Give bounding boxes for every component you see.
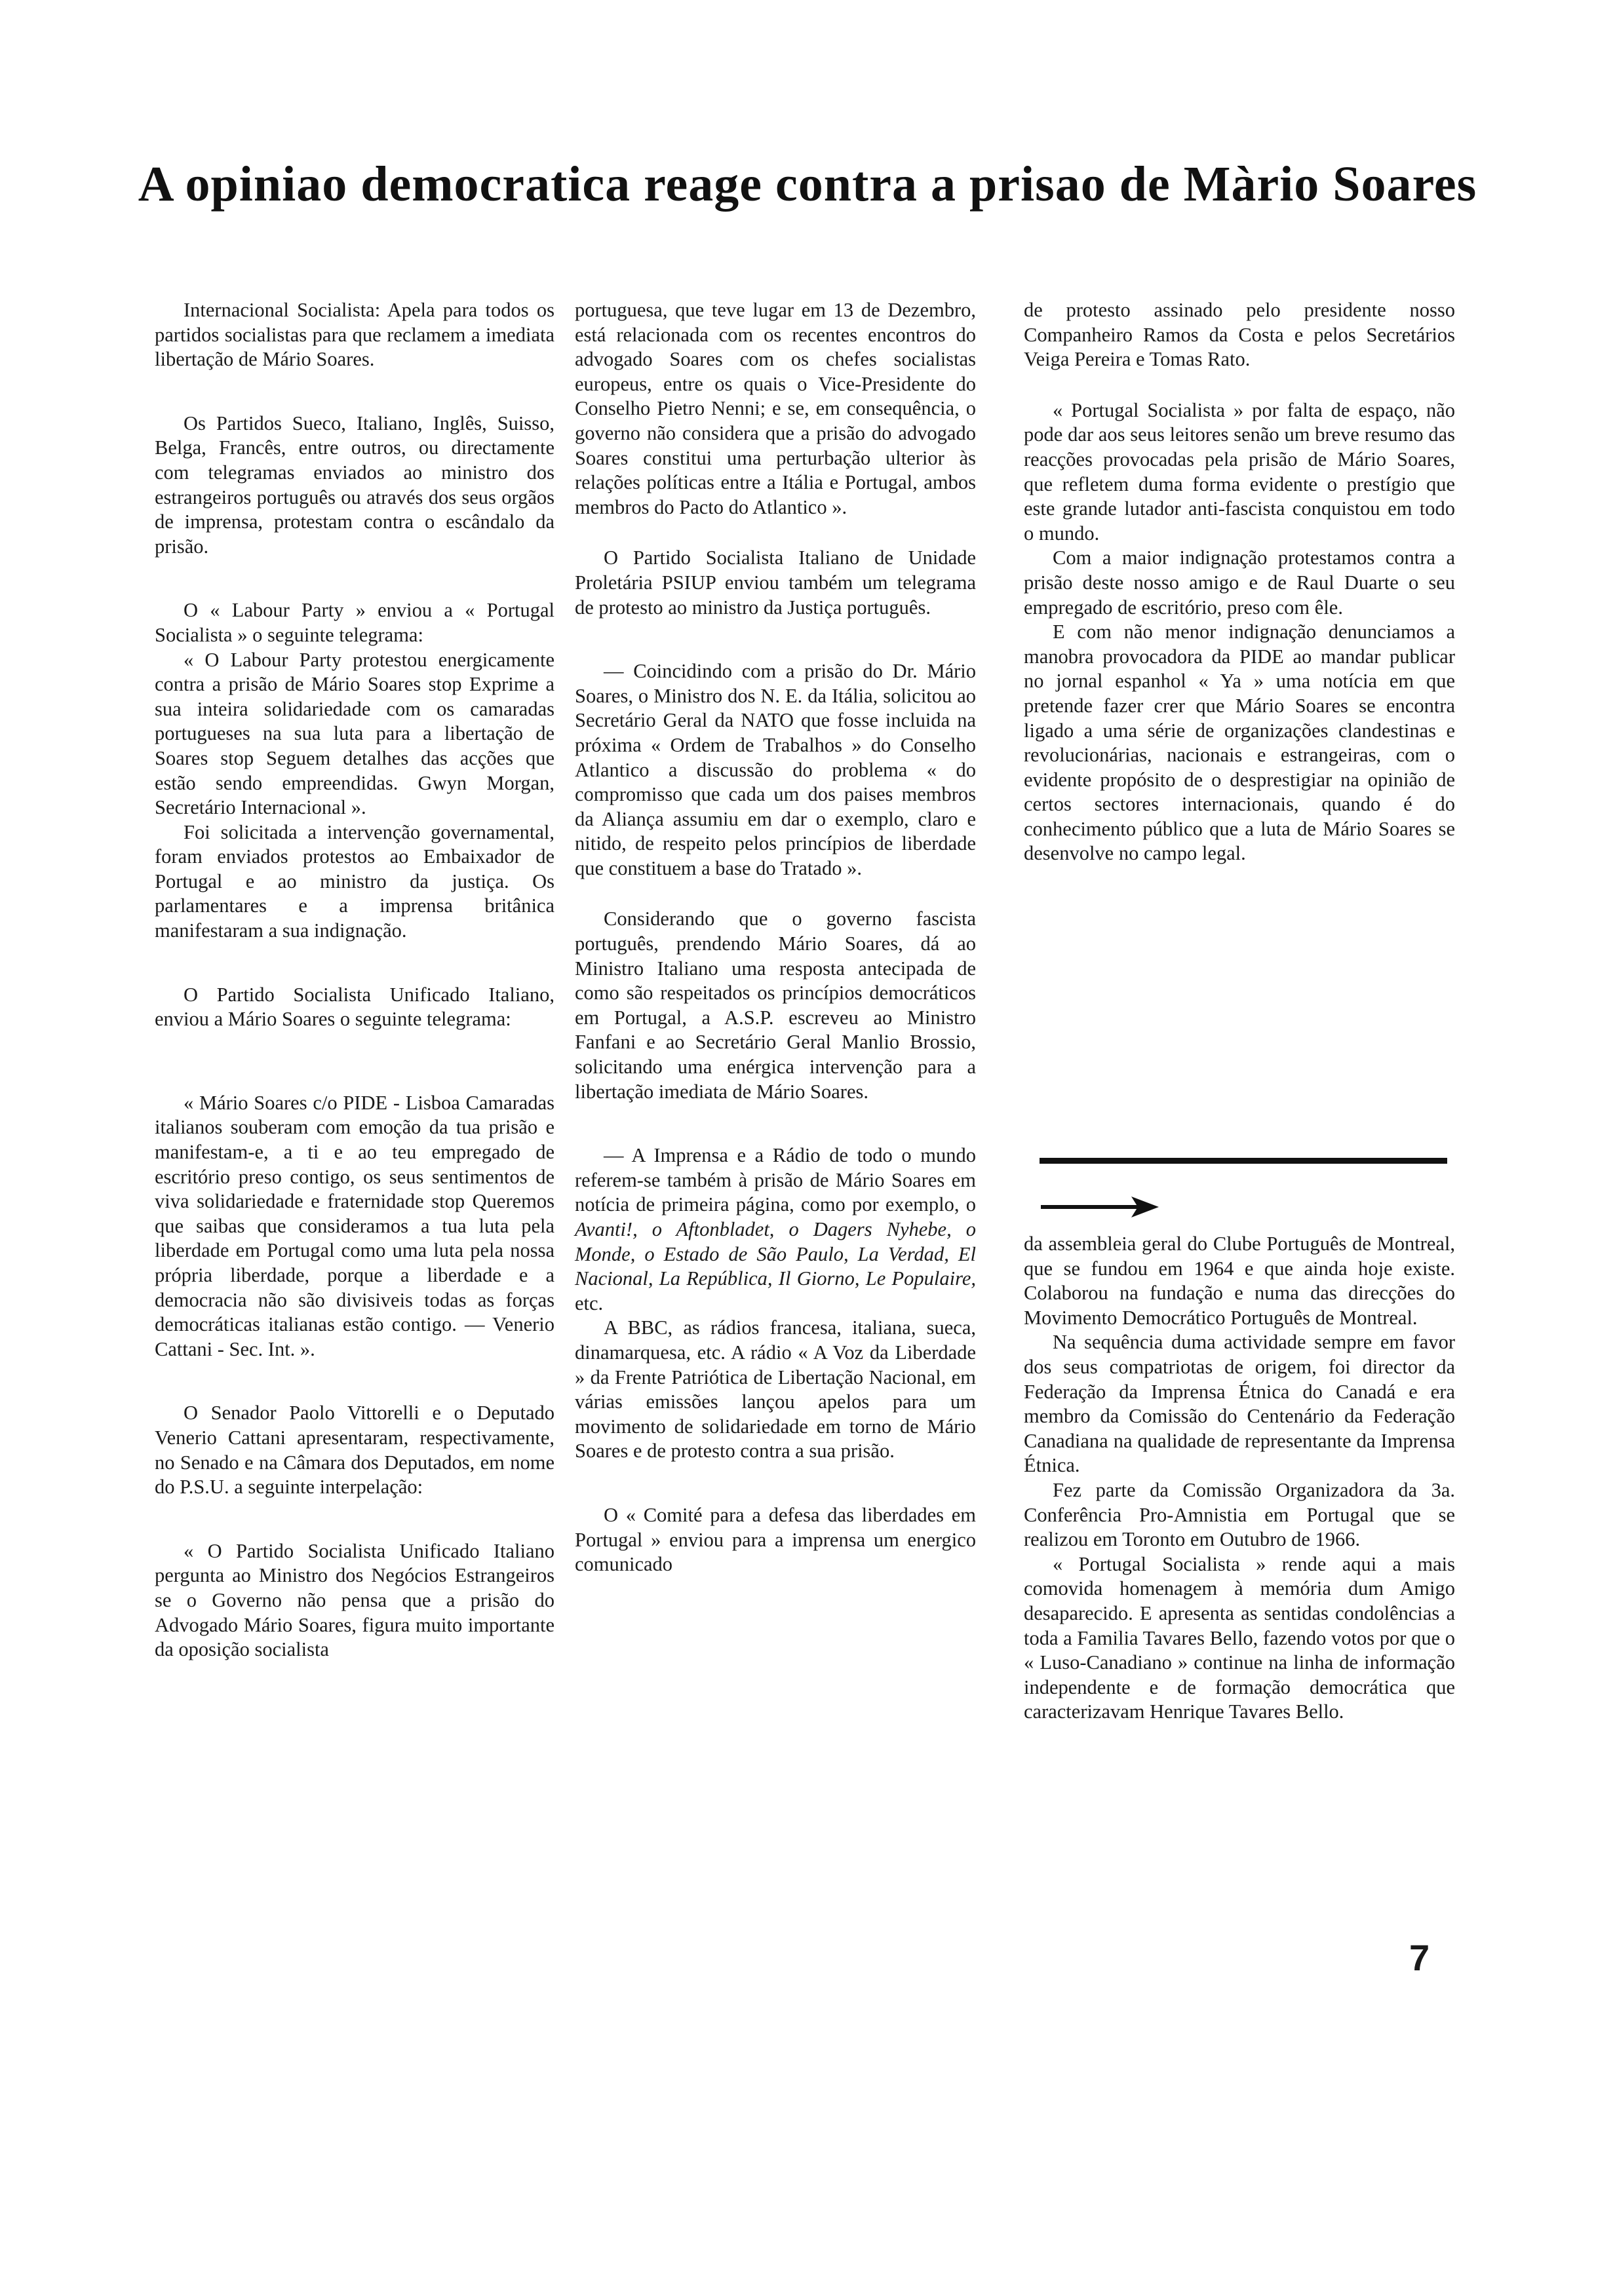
column-1 — [155, 298, 555, 1662]
column-2 — [575, 298, 976, 1577]
press-end: etc. — [575, 1292, 604, 1314]
paragraph: Na sequência duma actividade sempre em favor dos seus compatriotas de origem, foi director da Federação da Imprensa Étnica do Canadá e era membro da Comissão do Centenário da Federação Canadiana na qualidade de representante da Imprensa Étnica. — [1024, 1331, 1455, 1477]
paragraph: « O Partido Socialista Unificado Italiano pergunta ao Ministro dos Negócios Estrangeiros se o Governo não pensa que a prisão do Advogado Mário Soares, figura muito importante da oposição socialista — [155, 1539, 555, 1661]
paragraph: O « Comité para a defesa das liberdades em Portugal » enviou para a imprensa um energico comunicado — [575, 1503, 976, 1576]
paragraph: Foi solicitada a intervenção governamental, foram enviados protestos ao Embaixador de Portugal e ao ministro da justiça. Os parlamentares e a imprensa britânica manifestaram a sua indignação. — [155, 820, 555, 942]
column-3-continued — [1024, 1232, 1455, 1725]
paragraph: — Coincidindo com a prisão do Dr. Mário Soares, o Ministro dos N. E. da Itália, solicitou ao Secretário Geral da NATO que fosse incluida na próxima « Ordem de Trabalhos » do Conselho Atlantico a discussão do problema « do compromisso que cada um dos paises membros da Aliança assumiu em dar o exemplo, claro e nitido, de respeito pelos princípios de liberdade que constituem a base do Tratado ». — [575, 660, 976, 879]
paragraph-press — [575, 1143, 976, 1316]
paragraph: de protesto assinado pelo presidente nosso Companheiro Ramos da Costa e pelos Secretários Veiga Pereira e Tomas Rato. — [1024, 299, 1455, 371]
press-intro: — A Imprensa e a Rádio de todo o mundo referem-se também à prisão de Mário Soares em notícia de primeira página, como por exemplo, o — [575, 1144, 976, 1216]
article-title: A opiniao democratica reage contra a prisao de Màrio Soares — [138, 157, 1477, 212]
paragraph: Fez parte da Comissão Organizadora da 3a. Conferência Pro-Amnistia em Portugal que se realizou em Toronto em Outubro de 1966. — [1024, 1478, 1455, 1551]
page-number: 7 — [1409, 1937, 1430, 1978]
paragraph: da assembleia geral do Clube Português de Montreal, que se fundou em 1964 e que ainda hoje existe. Colaborou na fundação e numa das direcções do Movimento Democrático Português de Montreal. — [1024, 1233, 1455, 1329]
paragraph: « Mário Soares c/o PIDE - Lisboa Camaradas italianos souberam com emoção da tua prisão e manifestam-e, a ti e ao teu empregado de escritório preso contigo, os seus sentimentos de viva solidariedade e fraternidade stop Queremos que saibas que consideramos a tua luta pela liberdade em Portugal como uma luta pela nossa própria liberdade, porque a liberdade e a democracia não são divisiveis todas as forças democráticas italianas estão contigo. — Venerio Cattani - Sec. Int. ». — [155, 1091, 555, 1360]
paragraph: portuguesa, que teve lugar em 13 de Dezembro, está relacionada com os recentes encontros do advogado Soares com os chefes socialistas europeus, entre os quais o Vice-Presidente do Conselho Pietro Nenni; e se, em consequência, o governo não considera que a prisão do advogado Soares constitui uma perturbação ulterior às relações políticas entre a Itália e Portugal, ambos membros do Pacto do Atlantico ». — [575, 299, 976, 518]
paragraph: « Portugal Socialista » rende aqui a mais comovida homenagem à memória dum Amigo desaparecido. E apresenta as sentidas condolências a toda a Familia Tavares Bello, fazendo votos por que o « Luso-Canadiano » continue na linha de informação independente e de formação democrática que caracterizavam Henrique Tavares Bello. — [1024, 1552, 1455, 1723]
paragraph: O Senador Paolo Vittorelli e o Deputado Venerio Cattani apresentaram, respectivamente, no Senado e na Câmara dos Deputados, em nome do P.S.U. a seguinte interpelação: — [155, 1402, 555, 1499]
paragraph: E com não menor indignação denunciamos a manobra provocadora da PIDE ao mandar publicar no jornal espanhol « Ya » uma notícia em que pretende fazer crer que Mário Soares se encontra ligado a uma série de organizações clandestinas e revolucionárias, nacionais e estrangeiras, com o evidente propósito de o desprestigiar na opinião de certos sectores internacionais, quando é do conhecimento público que a luta de Mário Soares se desenvolve no campo legal. — [1024, 621, 1455, 865]
paragraph: A BBC, as rádios francesa, italiana, sueca, dinamarquesa, etc. A rádio « A Voz da Liberdade » da Frente Patriótica de Libertação Nacional, em várias emissões lançou apelos para um movimento de solidariedade em torno de Mário Soares e de protesto contra a sua prisão. — [575, 1316, 976, 1463]
right-arrow-icon — [1041, 1193, 1159, 1221]
paragraph: O Partido Socialista Unificado Italiano, enviou a Mário Soares o seguinte telegrama: — [155, 983, 555, 1031]
newspaper-list: Avanti!, o Aftonbladet, o Dagers Nyhebe, o Monde, o Estado de São Paulo, La Verdad, El Nacional, La República, Il Giorno, Le Populaire, — [575, 1218, 976, 1290]
paragraph: Os Partidos Sueco, Italiano, Inglês, Suisso, Belga, Francês, entre outros, ou directamente com telegramas enviados ao ministro dos estrangeiros português ou através dos seus orgãos de imprensa, protestam contra o escândalo da prisão. — [155, 411, 555, 558]
paragraph: Com a maior indignação protestamos contra a prisão deste nosso amigo e de Raul Duarte o seu empregado de escritório, preso com êle. — [1024, 546, 1455, 619]
paragraph: « O Labour Party protestou energicamente contra a prisão de Mário Soares stop Exprime a sua inteira solidariedade com os camaradas portugueses na sua luta para a libertação de Soares stop Seguem detalhes das acções que estão sendo empreendidas. Gwyn Morgan, Secretário Internacional ». — [155, 648, 555, 819]
paragraph: O « Labour Party » enviou a « Portugal Socialista » o seguinte telegrama: — [155, 599, 555, 646]
paragraph: « Portugal Socialista » por falta de espaço, não pode dar aos seus leitores senão um breve resumo das reacções provocadas pela prisão de Mário Soares, que refletem duma forma evidente o prestígio que este grande lutador anti-fascista conquistou em todo o mundo. — [1024, 398, 1455, 545]
paragraph: O Partido Socialista Italiano de Unidade Proletária PSIUP enviou também um telegrama de protesto ao ministro da Justiça português. — [575, 546, 976, 619]
paragraph: Considerando que o governo fascista português, prendendo Mário Soares, dá ao Ministro Italiano uma resposta antecipada de como são respeitados os princípios democráticos em Portugal, a A.S.P. escreveu ao Ministro Fanfani e ao Secretário Geral Manlio Brossio, solicitando uma enérgica intervenção para a libertação imediata de Mário Soares. — [575, 908, 976, 1103]
paragraph: Internacional Socialista: Apela para todos os partidos socialistas para que reclamem a imediata libertação de Mário Soares. — [155, 299, 555, 371]
column-3 — [1024, 298, 1455, 866]
section-divider — [1040, 1158, 1447, 1164]
